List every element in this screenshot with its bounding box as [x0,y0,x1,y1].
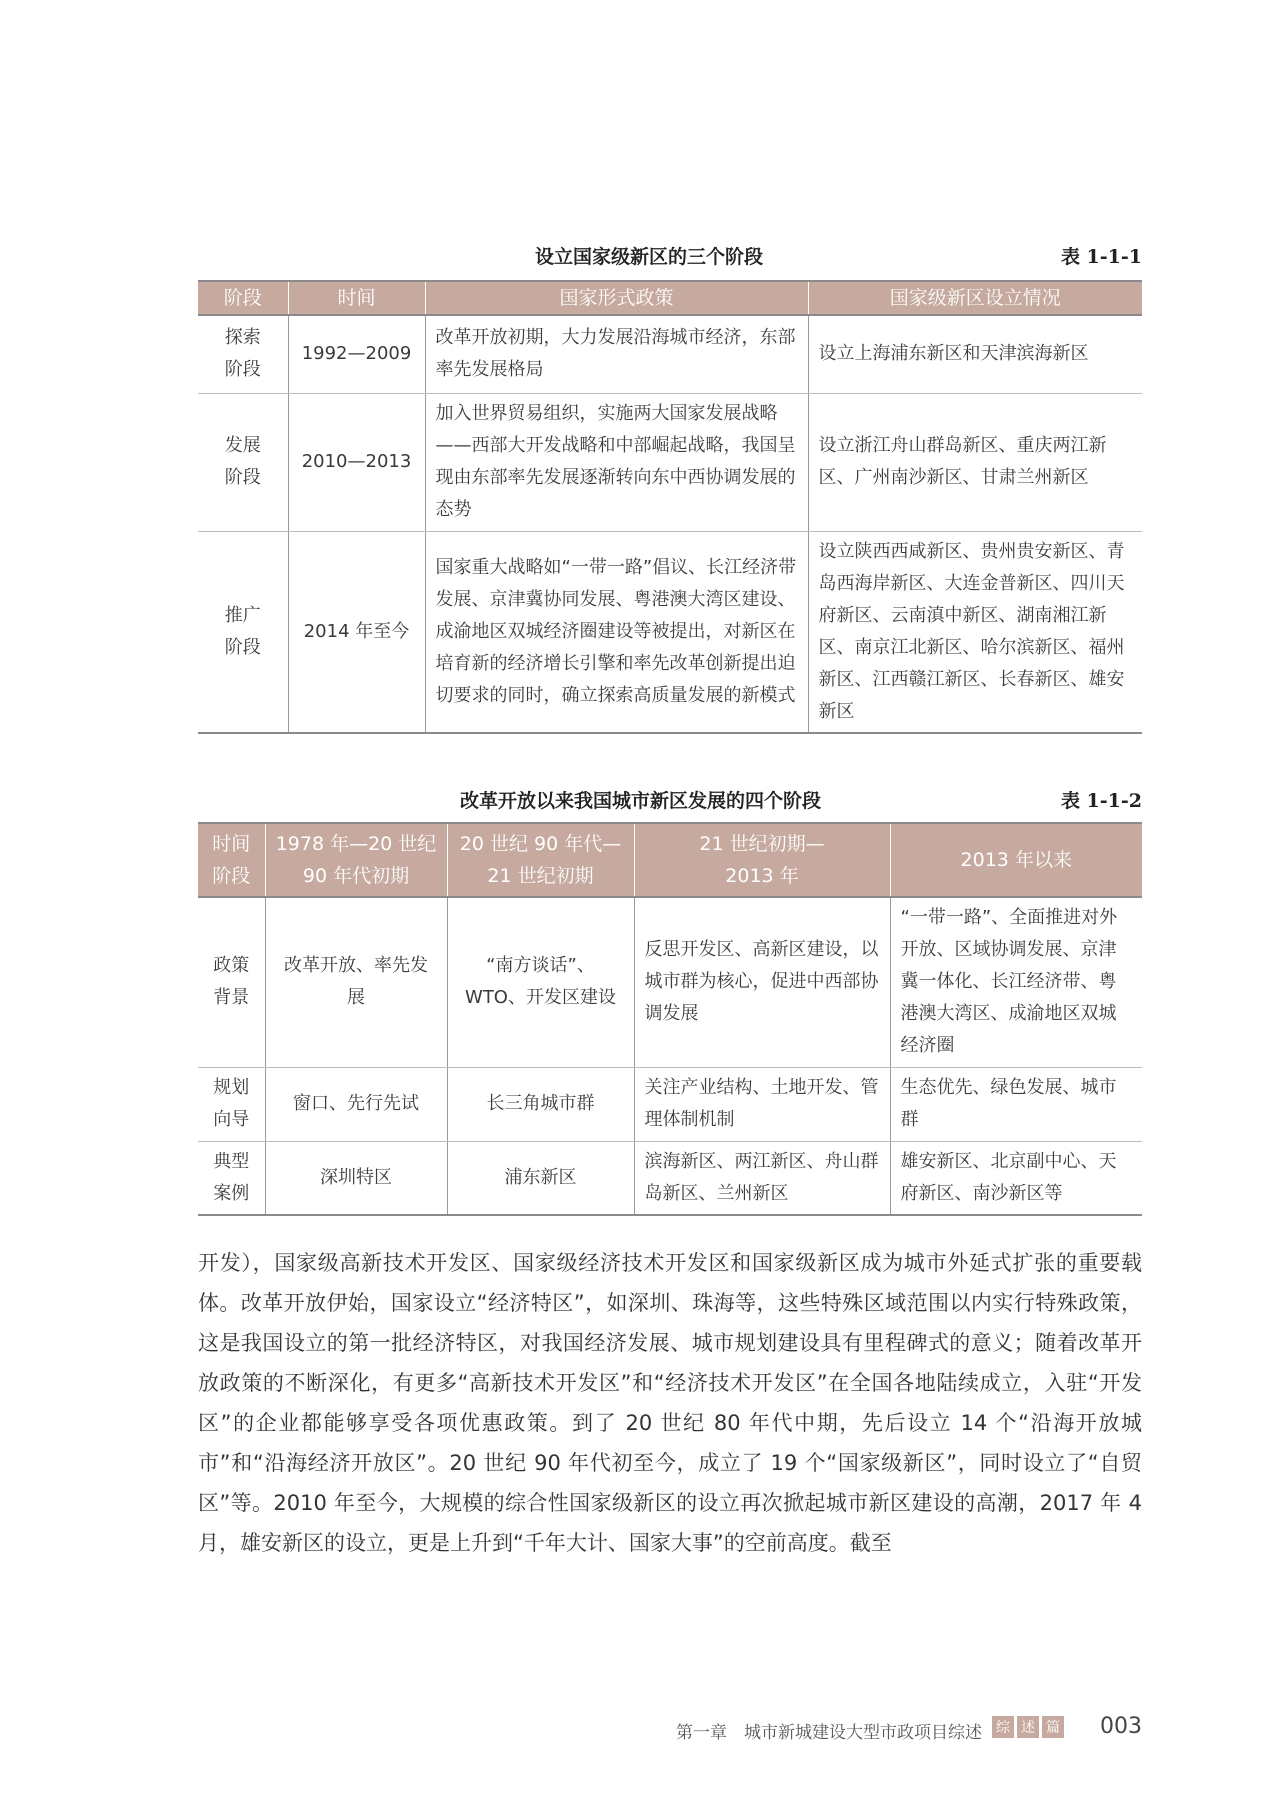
areas-cell: 设立陕西西咸新区、贵州贵安新区、青岛西海岸新区、大连金普新区、四川天府新区、云南滇中新区、湖南湘江新区、南京江北新区、哈尔滨新区、福州新区、江西赣江新区、长春新区、雄安新区 [808,531,1142,733]
table-row [198,393,1142,531]
row-label-line: 背景 [213,987,250,1009]
row-label-line: 案例 [213,1182,250,1204]
time-cell: 2010—2013 [288,393,425,531]
table-cell: 深圳特区 [265,1141,447,1215]
table-cell: 滨海新区、两江新区、舟山群岛新区、兰州新区 [634,1141,890,1215]
table2-header-corner [198,823,265,897]
table1-header-cell: 国家形式政策 [425,281,808,315]
table-cell: “南方谈话”、WTO、开发区建设 [447,897,634,1067]
stage-cell [198,531,288,733]
table2-header-cell [634,823,890,897]
stage-line: 探索 [224,327,261,349]
table-cell: 改革开放、率先发展 [265,897,447,1067]
table-cell: 雄安新区、北京副中心、天府新区、南沙新区等 [890,1141,1142,1215]
table1-caption [198,238,1142,268]
page-footer [198,1714,1142,1744]
table-row [198,531,1142,733]
section-tag-char: 综 [992,1716,1014,1738]
row-label-line: 典型 [213,1150,250,1172]
stage-line: 阶段 [224,636,261,658]
table-row [198,1141,1142,1215]
table1 [198,280,1142,734]
header-line: 阶段 [212,865,251,887]
table-cell: 生态优先、绿色发展、城市群 [890,1067,1142,1141]
page-number: 003 [1100,1714,1142,1739]
row-label-line: 规划 [213,1077,250,1098]
table-cell: “一带一路”、全面推进对外开放、区域协调发展、京津冀一体化、长江经济带、粤港澳大湾区、成渝地区双城经济圈 [890,897,1142,1067]
table1-header-cell: 阶段 [198,281,288,315]
stage-line: 阶段 [224,467,261,488]
table-row [198,897,1142,1067]
table2-title: 改革开放以来我国城市新区发展的四个阶段 [460,790,822,812]
policy-cell: 国家重大战略如“一带一路”倡议、长江经济带发展、京津冀协同发展、粤港澳大湾区建设、成渝地区双城经济圈建设等被提出，对新区在培育新的经济增长引擎和率先改革创新提出迫切要求的同时，确立探索高质量发展的新模式 [425,531,808,733]
chapter-title: 第一章 城市新城建设大型市政项目综述 [676,1723,982,1743]
table-cell: 浦东新区 [447,1141,634,1215]
table-cell: 关注产业结构、土地开发、管理体制机制 [634,1067,890,1141]
time-cell: 1992—2009 [288,315,425,393]
header-line: 90 年代初期 [302,865,410,887]
stage-line: 推广 [224,604,261,626]
table2-header-cell [890,823,1142,897]
table2-number: 表 1-1-2 [1060,790,1142,812]
row-label-cell [198,1067,265,1141]
table1-title: 设立国家级新区的三个阶段 [535,246,764,268]
table1-header-cell: 时间 [288,281,425,315]
section-tag-char: 述 [1017,1716,1039,1738]
body-paragraph: 开发），国家级高新技术开发区、国家级经济技术开发区和国家级新区成为城市外延式扩张的重要载体。改革开放伊始，国家设立“经济特区”，如深圳、珠海等，这些特殊区域范围以内实行特殊政策，这是我国设立的第一批经济特区，对我国经济发展、城市规划建设具有里程碑式的意义；随着改革开放政策的不断深化，有更多“高新技术开发区”和“经济技术开发区”在全国各地陆续成立，入驻“开发区”的企业都能够享受各项优惠政策。到了 20 世纪 80 年代中期，先后设立 14 个“沿海开放城市”和“沿海经济开放区”。20 世纪 90 年代初至今，成立了 19 个“国家级新区”，同时设立了“自贸区”等。2010 年至今，大规模的综合性国家级新区的设立再次掀起城市新区建设的高潮，2017 年 4 月，雄安新区的设立，更是上升到“千年大计、国家大事”的空前高度。截至 [198,1251,1142,1555]
policy-cell: 改革开放初期，大力发展沿海城市经济，东部率先发展格局 [425,315,808,393]
header-line: 20 世纪 90 年代— [459,833,622,855]
table-cell: 窗口、先行先试 [265,1067,447,1141]
header-line: 1978 年—20 世纪 [275,833,437,855]
table2-header-row [198,823,1142,897]
row-label-cell [198,1141,265,1215]
row-label-line: 向导 [213,1109,250,1130]
table-row [198,1067,1142,1141]
section-tag [992,1716,1064,1738]
stage-cell [198,315,288,393]
table1-number: 表 1-1-1 [1060,246,1142,268]
table1-header-row [198,281,1142,315]
areas-cell: 设立浙江舟山群岛新区、重庆两江新区、广州南沙新区、甘肃兰州新区 [808,393,1142,531]
header-line: 21 世纪初期— [699,833,825,855]
table2-header-cell [447,823,634,897]
header-line: 时间 [212,833,251,855]
header-line: 2013 年 [725,865,799,887]
policy-cell: 加入世界贸易组织，实施两大国家发展战略——西部大开发战略和中部崛起战略，我国呈现由东部率先发展逐渐转向东中西协调发展的态势 [425,393,808,531]
stage-line: 阶段 [224,359,261,381]
stage-line: 发展 [224,435,261,456]
stage-cell [198,393,288,531]
table-cell: 长三角城市群 [447,1067,634,1141]
table2-caption [198,782,1142,812]
table2 [198,822,1142,1216]
table2-header-cell [265,823,447,897]
row-label-line: 政策 [213,955,250,977]
header-line: 2013 年以来 [960,849,1072,871]
time-cell: 2014 年至今 [288,531,425,733]
table1-header-cell: 国家级新区设立情况 [808,281,1142,315]
row-label-cell [198,897,265,1067]
section-tag-char: 篇 [1042,1716,1064,1738]
table-cell: 反思开发区、高新区建设，以城市群为核心，促进中西部协调发展 [634,897,890,1067]
table-row [198,315,1142,393]
header-line: 21 世纪初期 [487,865,594,887]
areas-cell: 设立上海浦东新区和天津滨海新区 [808,315,1142,393]
